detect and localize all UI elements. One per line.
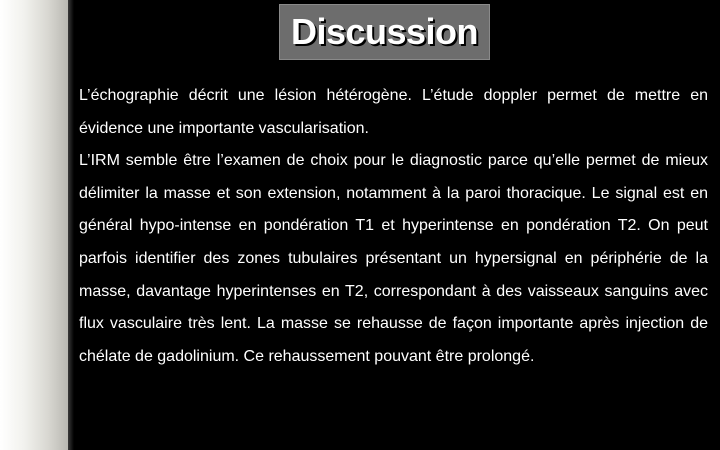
body-paragraph-echography: L’échographie décrit une lésion hétérogène. L’étude doppler permet de mettre en évidence une importante vascularisation.: [79, 87, 708, 137]
slide-body: [79, 80, 708, 373]
slide-title: Discussion: [290, 11, 479, 52]
body-paragraph-mri: L’IRM semble être l’examen de choix pour le diagnostic parce qu’elle permet de mieux délimiter la masse et son extension, notamment à la paroi thoracique. Le signal est en général hypo-intense en pondération T1 et hyperintense en pondération T2. On peut parfois identifier des zones tubulaires présentant un hypersignal en périphérie de la masse, davantage hyperintenses en T2, correspondant à des vaisseaux sanguins avec flux vasculaire très lent. La masse se rehausse de façon importante après injection de chélate de gadolinium. Ce rehaussement pouvant être prolongé.: [79, 152, 708, 365]
side-decoration-panel: [0, 0, 68, 450]
title-box: [279, 4, 490, 60]
side-panel-shadow: [68, 0, 74, 450]
